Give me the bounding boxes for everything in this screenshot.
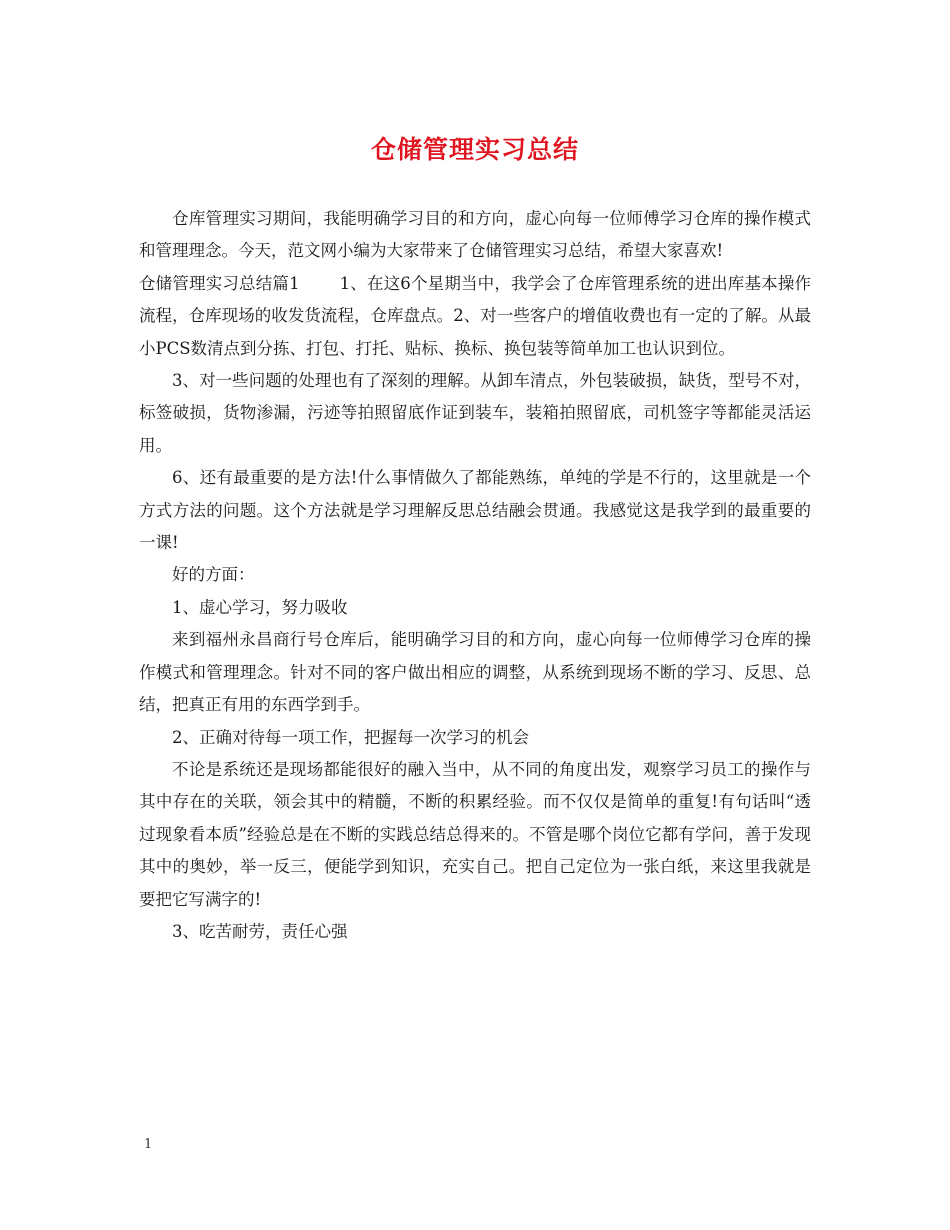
section-heading: 仓储管理实习总结篇1 [139, 273, 300, 293]
paragraph-intro: 仓库管理实习期间，我能明确学习目的和方向，虚心向每一位师傅学习仓库的操作模式和管理理念。今天，范文网小编为大家带来了仓储管理实习总结，希望大家喜欢! [139, 209, 811, 261]
paragraph-good-aspects: 好的方面： [172, 565, 255, 585]
document-body [139, 203, 811, 948]
paragraph-point-3: 3、对一些问题的处理也有了深刻的理解。从卸车清点，外包装破损，缺货，型号不对，标签破损，货物渗漏，污迹等拍照留底作证到装车，装箱拍照留底，司机签字等都能灵活运用。 [139, 371, 811, 455]
section-text: 1、在这6个星期当中，我学会了仓库管理系统的进出库基本操作流程，仓库现场的收发货流程，仓库盘点。2、对一些客户的增值收费也有一定的了解。从最小PCS数清点到分拣、打包、打托、贴标、换标、换包装等简单加工也认识到位。 [139, 273, 812, 358]
paragraph-section-1 [139, 268, 811, 365]
paragraph-heading-3: 3、吃苦耐劳，责任心强 [172, 921, 348, 941]
document-title: 仓储管理实习总结 [370, 135, 579, 164]
paragraph-heading-1: 1、虚心学习，努力吸收 [172, 597, 348, 617]
paragraph-detail-1: 来到福州永昌商行号仓库后，能明确学习目的和方向，虚心向每一位师傅学习仓库的操作模式和管理理念。针对不同的客户做出相应的调整，从系统到现场不断的学习、反思、总结，把真正有用的东西学到手。 [139, 630, 811, 715]
paragraph-point-6: 6、还有最重要的是方法!什么事情做久了都能熟练，单纯的学是不行的，这里就是一个方式方法的问题。这个方法就是学习理解反思总结融会贯通。我感觉这是我学到的最重要的一课! [139, 468, 811, 553]
page-number: 1 [144, 1137, 153, 1152]
paragraph-heading-2: 2、正确对待每一项工作，把握每一次学习的机会 [172, 727, 529, 747]
paragraph-detail-2: 不论是系统还是现场都能很好的融入当中，从不同的角度出发，观察学习员工的操作与其中存在的关联，领会其中的精髓，不断的积累经验。而不仅仅是简单的重复!有句话叫“透过现象看本质”经验总是在不断的实践总结总得来的。不管是哪个岗位它都有学问，善于发现其中的奥妙，举一反三，便能学到知识，充实自己。把自己定位为一张白纸，来这里我就是要把它写满字的! [139, 759, 811, 909]
